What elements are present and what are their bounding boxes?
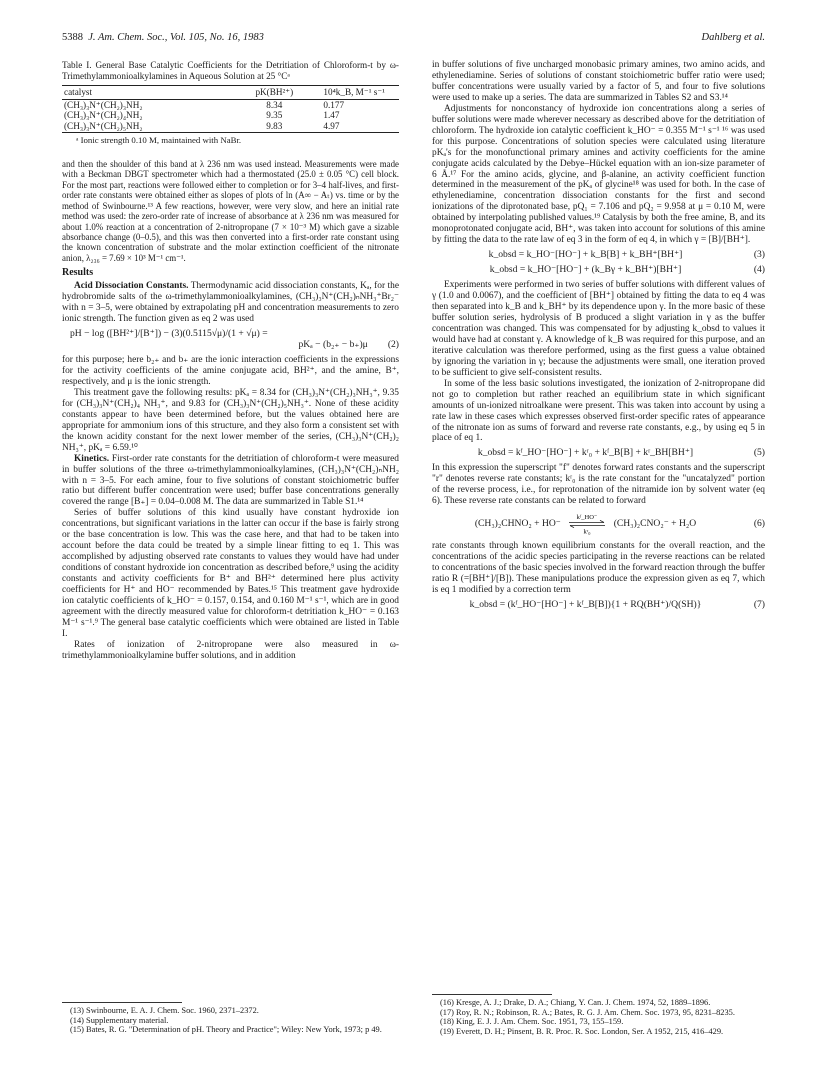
- paragraph: Experiments were performed in two series of buffer solutions with different values of γ (1.0 and 0.0067), and the coefficient of [BH⁺] obtained by fitting the data to eq 4 was then separated into k_B and k_BH⁺ by its dependence upon γ. In the more basic of these buffer solution series, hydrolysis of B produced a slight variation in γ as the buffer concentration was changed. This was compensated for by adjusting k_obsd to values it would have had at constant γ. A knowledge of k_B was required for this purpose, and an iterative calculation was therefore performed, using as the first guess a value obtained by ignoring the variation in γ; because the adjustments were small, one iteration proved to be sufficient to give self-consistent results.: [432, 280, 765, 378]
- paragraph: Series of buffer solutions of this kind usually have constant hydroxide ion concentrations, but significant variations in the latter can occur if the base is fairly strong or the base concentration is low. This was the case here, and that had to be taken into account before the data could be treated by a simple linear fitting to eq 1. This was accomplished by adjusting observed rate constants to values they would have had under conditions of constant hydroxide ion concentration as described before,⁹ using the acidity constants and activity coefficients for B⁺ and BH²⁺ determined here plus activity coefficients for H⁺ and HO⁻ recommended by Bates.¹⁵ This treatment gave hydroxide ion catalytic coefficients of k_HO⁻ = 0.157, 0.154, and 0.160 M⁻¹ s⁻¹, which are in good agreement with the directly measured value for chloroform-t detritiation k_HO⁻ = 0.163 M⁻¹ s⁻¹.⁹ The general base catalytic coefficients which were obtained are listed in Table I.: [62, 508, 399, 639]
- footnotes-left: [62, 996, 399, 1035]
- table-header-cell: catalyst: [62, 86, 237, 100]
- table-header-cell: pK(BH²⁺): [237, 86, 311, 100]
- footnote: (15) Bates, R. G. "Determination of pH. Theory and Practice"; Wiley: New York, 1973; p 49.: [70, 1025, 382, 1035]
- equation-body: k_obsd = k_HO⁻[HO⁻] + k_B[B] + k_BH⁺[BH⁺]: [488, 249, 683, 261]
- paragraph-text: First-order rate constants for the detritiation of chloroform-t were measured in buffer solutions of the three ω-trimethylammonioalkylamines, (CH₃)₃N⁺(CH₂)ₙNH₂ with n = 3–5. For each amine, four to five solutions of constant stoichiometric buffer ratio but different buffer concentration were used; buffer base concentrations generally covered the range [B₊] = 0.04–0.008 M. The data are summarized in Table S1.¹⁴: [62, 453, 399, 508]
- footnotes-right: [432, 988, 765, 1037]
- equation-number: (4): [753, 264, 765, 276]
- footnote: (18) King, E. J. J. Am. Chem. Soc. 1951, 73, 155–159.: [440, 1017, 624, 1027]
- paragraph-kinetics: [62, 454, 399, 509]
- paragraph: Adjustments for nonconstancy of hydroxide ion concentrations along a series of buffer solutions were made wherever necessary as described above for the detritiation of chloroform. The hydroxide ion catalytic coefficient k_HO⁻ = 0.355 M⁻¹ s⁻¹ ¹⁶ was used for this purpose. Concentrations of solution species were calculated using literature pKₐ's for the monofunctional primary amines and activity coefficients for the amine conjugate acids calculated by the Debye–Hückel equation with an ion-size parameter of 6 Å.¹⁷ For the amino acids, glycine, and β-alanine, an activity coefficient function determined in the measurement of the pKₐ of glycine¹⁸ was used for both. In the case of ethylenediamine, concentration dissociation constants for the first and second ionizations of the diprotonated base, pQ₁ = 7.106 and pQ₂ = 9.958 at μ = 0.10 M, were obtained by interpolating published values.¹⁹ Catalysis by both the free amine, B, and its monoprotonated conjugate acid, BH⁺, was taken into account for solutions of this amine by fitting the data to the rate law of eq 3 in the form of eq 4, in which γ = [B]/[BH⁺].: [432, 103, 765, 246]
- runin-heading: Acid Dissociation Constants.: [74, 281, 189, 292]
- footnote: (14) Supplementary material.: [70, 1015, 169, 1025]
- table-row: [62, 110, 399, 120]
- footnote: (19) Everett, D. H.; Pinsent, B. R. Proc. R. Soc. London, Ser. A 1952, 215, 416–429.: [440, 1027, 724, 1037]
- left-column: [62, 60, 399, 662]
- footnote-divider: [62, 1002, 182, 1003]
- table-cell: 4.97: [311, 121, 399, 133]
- equation-2: [62, 329, 399, 351]
- footnote: (13) Swinbourne, E. A. J. Chem. Soc. 1960, 2371–2372.: [70, 1006, 259, 1015]
- equation-number: (5): [753, 447, 765, 459]
- running-head-left: [62, 32, 264, 43]
- table-cell: 8.34: [266, 99, 283, 110]
- paragraph: in buffer solutions of five uncharged monobasic primary amines, two amino acids, and ethylenediamine. Series of solutions of constant stoichiometric buffer ratio were used; buffer concentrations were usually varied by a factor of 5, and four to five solutions were used to make up a series. The data are summarized in Tables S2 and S3.¹⁴: [432, 60, 765, 103]
- equation-6-reverse-constant: kʳ₀: [583, 528, 591, 536]
- data-table: [62, 85, 399, 133]
- paragraph: rate constants through known equilibrium constants for the overall reaction, and the concentrations of the acidic species participating in the reverse reactions can be related to concentrations of the basic species involved in the forward reaction through the buffer ratio R (=[BH⁺]/[B]). These manipulations produce the expression given as eq 7, which is eq 1 modified by a correction term: [432, 541, 765, 595]
- running-head-authors: Dahlberg et al.: [701, 32, 765, 43]
- table-header-row: [62, 86, 399, 100]
- table-cell: (CH₃)₃N⁺(CH₂)₄NH₂: [64, 110, 143, 121]
- table-header-cell: 10⁴k_B, M⁻¹ s⁻¹: [311, 86, 399, 100]
- right-column: [432, 60, 765, 615]
- equation-number: (7): [753, 598, 765, 610]
- runin-heading: Kinetics.: [74, 453, 110, 464]
- equation-6-left: (CH₃)₂CHNO₂ + HO⁻: [474, 518, 561, 530]
- table-cell: (CH₃)₃N⁺(CH₂)₃NH₂: [64, 99, 143, 110]
- table-cell: 0.177: [323, 99, 345, 110]
- table-row: [62, 121, 399, 133]
- equation-2-rhs: pKₐ − (b₂₊ − b₊)μ: [298, 339, 368, 351]
- section-heading-results: Results: [62, 267, 94, 279]
- table-footnote: ᵃ Ionic strength 0.10 M, maintained with NaBr.: [76, 134, 242, 145]
- table-cell: 9.35: [266, 110, 283, 121]
- paragraph-acid-dissociation: [62, 281, 399, 325]
- spacer: [62, 145, 399, 159]
- running-head: [62, 32, 765, 46]
- footnote: (16) Kresge, A. J.; Drake, D. A.; Chiang, Y. Can. J. Chem. 1974, 52, 1889–1896.: [440, 998, 711, 1007]
- page-number: 5388: [62, 32, 83, 43]
- equation-body: k_obsd = k_HO⁻[HO⁻] + (k_Bγ + k_BH⁺)[BH⁺]: [489, 264, 682, 276]
- journal-citation: J. Am. Chem. Soc., Vol. 105, No. 16, 1983: [88, 32, 264, 43]
- paragraph: for this purpose; here b₂₊ and b₊ are the ionic interaction coefficients in the expressions for the activity coefficients of the amine conjugate acid, BH²⁺, and the amine, B⁺, respectively, and μ is the ionic strength.: [62, 355, 399, 387]
- table-caption: Table I. General Base Catalytic Coefficients for the Detritiation of Chloroform-t by ω-Trimethylammonioalkylamines in Aqueous Solution at 25 °Cᵃ: [62, 60, 399, 81]
- table-row: [62, 99, 399, 110]
- table-cell: 9.83: [237, 121, 311, 133]
- equation-6-right: (CH₃)₂CNO₂⁻ + H₂O: [613, 518, 697, 530]
- equation-number: (3): [753, 249, 765, 261]
- paragraph: In this expression the superscript "f" denotes forward rates constants and the superscript "r" denotes reverse rate constants; kʳ₀ is the rate constant for the "uncatalyzed" portion of the reverse process, i.e., for reprotonation of the nitramide ion by solvent water (eq 6). These reverse rate constants can be related to forward: [432, 463, 765, 507]
- table-cell: (CH₃)₃N⁺(CH₂)₅NH₂: [62, 121, 237, 133]
- footnote: (17) Roy, R. N.; Robinson, R. A.; Bates, R. G. J. Am. Chem. Soc. 1973, 95, 8231–8235.: [440, 1007, 735, 1017]
- equation-4: [432, 265, 765, 276]
- paragraph-text: Thermodynamic acid dissociation constants, Kₐ, for the hydrobromide salts of the ω-trimethylammonioalkylamines, (CH₃)₃N⁺(CH₂)ₙNH₃⁺Br₂⁻ with n = 3–5, were obtained by extrapolating pH and concentration measurements to zero ionic strength. The function given as eq 2 was used: [62, 281, 399, 325]
- equation-6: [432, 513, 765, 535]
- paragraph: This treatment gave the following results: pKₐ = 8.34 for (CH₃)₃N⁺(CH₂)₃NH₃⁺, 9.35 for (CH₃)₃N⁺(CH₂)₄ NH₃⁺, and 9.83 for (CH₃)₃N⁺(CH₂)₅NH₃⁺. None of these acidity constants appear to have been determined before, but the values obtained here are appropriate for ammonium ions of this structure, and they also form a consistent set with the known acidity constant for the next lower member of the series, (CH₃)₃N⁺(CH₂)₂ NH₃⁺, pKₐ = 6.59.¹⁰: [62, 387, 399, 453]
- equation-number: (6): [753, 517, 765, 529]
- equation-5: [432, 448, 765, 459]
- equation-3: [432, 250, 765, 261]
- paragraph: Rates of ionization of 2-nitropropane were also measured in ω-trimethylammonioalkylamine buffer solutions, and in addition: [62, 639, 399, 661]
- equation-2-line-2: [62, 340, 399, 351]
- equation-body: k_obsd = (kᶠ_HO⁻[HO⁻] + kᶠ_B[B]){1 + RQ(BH⁺)/Q(SH)}: [469, 598, 702, 610]
- footnote-list: [432, 998, 765, 1037]
- equilibrium-arrow-icon: [567, 513, 607, 535]
- equation-2-line-1: pH − log ([BH²⁺]/[B⁺]) − (3)(0.5115√μ)/(1 + √μ) =: [70, 328, 268, 340]
- footnote-divider: [432, 994, 552, 995]
- footnote-list: [62, 1006, 399, 1035]
- equation-7: [432, 600, 765, 611]
- table-cell: 1.47: [323, 110, 340, 121]
- equation-body: [432, 513, 739, 535]
- equation-6-forward-constant: kᶠ_HO⁻: [576, 514, 598, 522]
- experimental-paragraph: and then the shoulder of this band at λ 236 nm was used instead. Measurements were made with a Beckman DBGT spectrometer which had a thermostated (25.0 ± 0.05 °C) cell block. For the most part, reactions were followed either to completion or for 3–4 half-lives, and first-order rate constants were obtained either as slopes of plots of ln (A∞ − Aₜ) vs. time or by the method of Swinbourne.¹³ A few reactions, however, were very slow, and here an initial rate method was used: the zero-order rate of increase of absorbance at λ 236 nm was measured for about 1.0% reaction at a concentration of 2-nitropropane (7 × 10⁻³ M) which gave a sizable absorbance change (0–0.5), and this was then converted into a first-order rate constant using the known concentration of substrate and the molar extinction coefficient of the nitronate anion, λ₂₃₆ = 7.69 × 10³ M⁻¹ cm⁻¹.: [62, 158, 399, 263]
- paragraph: In some of the less basic solutions investigated, the ionization of 2-nitropropane did not go to completion but rather reached an equilibrium state in which significant amounts of un-ionized nitroalkane were present. This was taken into account by using a rate law in these cases which expresses observed first-order specific rates of appearance of the nitronate ion as sums of forward and reverse rate constants, e.g., by using eq 5 in place of eq 1.: [432, 378, 765, 444]
- equation-number: (2): [387, 339, 399, 351]
- equation-body: k_obsd = kᶠ_HO⁻[HO⁻] + kʳ₀ + kᶠ_B[B] + kʳ_BH[BH⁺]: [477, 447, 694, 459]
